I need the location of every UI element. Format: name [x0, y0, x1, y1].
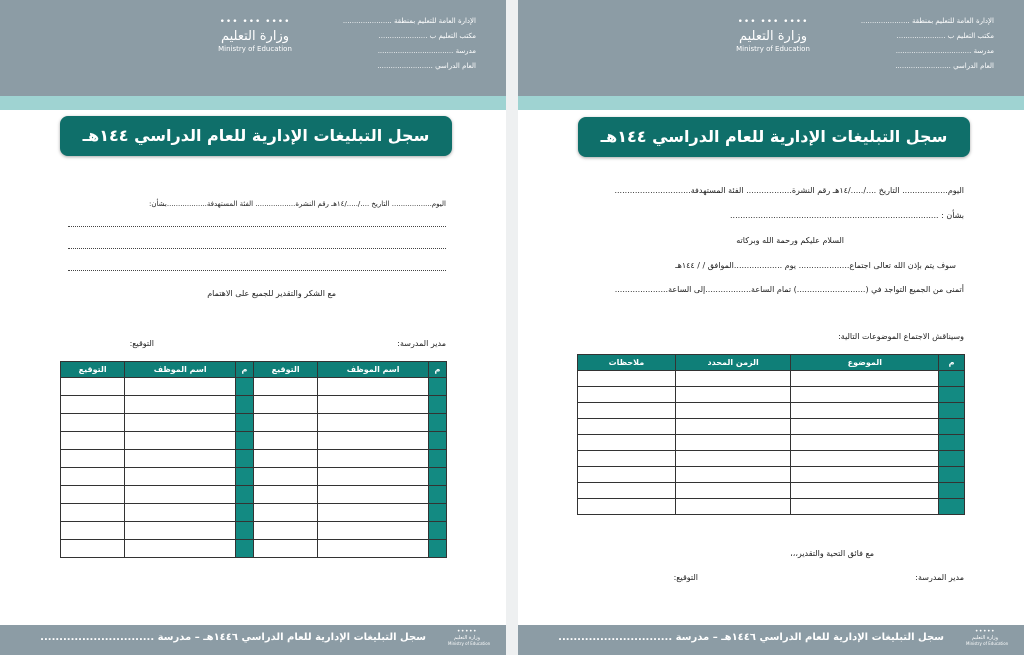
cell-signature[interactable] [254, 414, 318, 432]
table-row [578, 403, 965, 419]
cell-num [235, 378, 253, 396]
header-line-year: العام الدراسي ......................... [377, 62, 476, 70]
table-row [61, 540, 447, 558]
table-row [61, 486, 447, 504]
cell-notes[interactable] [578, 419, 676, 435]
header-line-office: مكتب التعليم ب ...................... [896, 32, 994, 40]
cell-duration[interactable] [675, 371, 791, 387]
cell-notes[interactable] [578, 371, 676, 387]
cell-duration[interactable] [675, 467, 791, 483]
cell-num [428, 396, 446, 414]
cell-num [939, 451, 965, 467]
ministry-logo [718, 18, 828, 76]
page-gap [506, 0, 518, 655]
footer-logo-dots-icon: ••••• [974, 628, 996, 635]
footer-text: سجل التبليغات الإدارية للعام الدراسي ١٤٤٦هـ – مدرسة .............................. [40, 632, 426, 643]
col-num: م [428, 362, 446, 378]
table-row [61, 432, 447, 450]
cell-duration[interactable] [675, 451, 791, 467]
table-row [61, 414, 447, 432]
footer-logo-english: Ministry of Education [448, 641, 491, 646]
cell-notes[interactable] [578, 467, 676, 483]
cell-employee[interactable] [318, 432, 429, 450]
cell-signature[interactable] [254, 504, 318, 522]
page-footer [0, 625, 506, 655]
header-line-office: مكتب التعليم ب ...................... [378, 32, 476, 40]
cell-signature[interactable] [61, 378, 125, 396]
signatures-table [60, 361, 447, 558]
cell-signature[interactable] [61, 504, 125, 522]
table-row [578, 387, 965, 403]
footer-logo [966, 628, 1009, 652]
meeting-line: سوف يتم بإذن الله تعالى اجتماع.................... يوم ...................الموافق / / ١٤٤هـ [675, 261, 956, 270]
cell-topic[interactable] [791, 387, 939, 403]
cell-num [235, 450, 253, 468]
header-line-school: مدرسة .................................. [377, 47, 476, 55]
closing-text: مع الشكر والتقدير للجميع على الاهتمام [207, 289, 336, 298]
cell-employee[interactable] [318, 486, 429, 504]
header-info-lines [316, 14, 476, 74]
principal-label: مدير المدرسة: [397, 339, 446, 348]
info-line: اليوم.................. التاريخ ..../...../١٤هـ رقم النشرة.................. الفئة المستهدفة..................بشأن: [149, 200, 446, 208]
cell-num [939, 483, 965, 499]
cell-signature[interactable] [254, 450, 318, 468]
table-row [578, 451, 965, 467]
cell-num [428, 486, 446, 504]
cell-num [939, 419, 965, 435]
col-notes: ملاحظات [578, 355, 676, 371]
cell-employee[interactable] [125, 396, 236, 414]
cell-notes[interactable] [578, 483, 676, 499]
cell-signature[interactable] [61, 450, 125, 468]
greeting-text: السلام عليكم ورحمة الله وبركاته [736, 236, 844, 245]
cell-signature[interactable] [254, 540, 318, 558]
cell-signature[interactable] [254, 522, 318, 540]
header-line-school: مدرسة .................................. [895, 47, 994, 55]
cell-topic[interactable] [791, 435, 939, 451]
logo-dots-icon: ••• ••• •••• [219, 17, 291, 27]
cell-duration[interactable] [675, 403, 791, 419]
table-row [61, 504, 447, 522]
cell-num [235, 540, 253, 558]
col-num: م [235, 362, 253, 378]
table-row [578, 371, 965, 387]
right-page [518, 0, 1024, 655]
left-page [0, 0, 506, 655]
cell-num [235, 414, 253, 432]
signature-label: التوقيع: [129, 339, 154, 348]
col-duration: الزمن المحدد [675, 355, 791, 371]
logo-arabic-text: وزارة التعليم [220, 29, 290, 44]
cell-num [235, 396, 253, 414]
footer-logo-arabic: وزارة التعليم [453, 635, 481, 641]
header-line-region: الإدارة العامة للتعليم بمنطقة ...................... [342, 17, 476, 25]
cell-num [939, 403, 965, 419]
page-title: سجل التبليغات الإدارية للعام الدراسي ١٤٤هـ [60, 116, 452, 156]
header-accent-strip [0, 96, 506, 110]
cell-num [939, 387, 965, 403]
cell-employee[interactable] [125, 378, 236, 396]
footer-logo-english: Ministry of Education [966, 641, 1009, 646]
cell-employee[interactable] [318, 540, 429, 558]
signature-label: التوقيع: [673, 573, 698, 582]
cell-signature[interactable] [254, 396, 318, 414]
cell-employee[interactable] [318, 504, 429, 522]
cell-num [428, 504, 446, 522]
topics-intro: وسيناقش الاجتماع الموضوعات التالية: [838, 332, 964, 341]
cell-notes[interactable] [578, 435, 676, 451]
table-row [61, 396, 447, 414]
info-line: اليوم.................. التاريخ ..../...../١٤هـ رقم النشرة.................. الفئة المستهدفة.............................. [614, 186, 964, 195]
subject-line: بشأن : .................................................................................. [730, 211, 964, 220]
logo-english-text: Ministry of Education [736, 45, 810, 53]
cell-employee[interactable] [318, 396, 429, 414]
table-row [578, 467, 965, 483]
blank-line [68, 226, 446, 227]
table-row [578, 483, 965, 499]
cell-topic[interactable] [791, 467, 939, 483]
cell-signature[interactable] [61, 432, 125, 450]
cell-num [939, 371, 965, 387]
table-row [61, 450, 447, 468]
col-signature: التوقيع [61, 362, 125, 378]
table-row [61, 522, 447, 540]
page-title: سجل التبليغات الإدارية للعام الدراسي ١٤٤هـ [578, 117, 970, 157]
cell-duration[interactable] [675, 435, 791, 451]
cell-signature[interactable] [61, 414, 125, 432]
cell-num [428, 378, 446, 396]
cell-employee[interactable] [125, 486, 236, 504]
table-row [578, 419, 965, 435]
cell-num [428, 540, 446, 558]
header-info-lines [834, 14, 994, 74]
cell-num [235, 432, 253, 450]
header-line-region: الإدارة العامة للتعليم بمنطقة ...................... [860, 17, 994, 25]
cell-signature[interactable] [61, 486, 125, 504]
logo-arabic-text: وزارة التعليم [738, 29, 808, 44]
col-signature: التوقيع [254, 362, 318, 378]
cell-num [939, 467, 965, 483]
cell-signature[interactable] [254, 468, 318, 486]
col-employee: اسم الموظف [125, 362, 236, 378]
cell-num [939, 499, 965, 515]
cell-num [235, 522, 253, 540]
table-row [578, 435, 965, 451]
cell-topic[interactable] [791, 451, 939, 467]
cell-signature[interactable] [254, 486, 318, 504]
col-employee: اسم الموظف [318, 362, 429, 378]
cell-num [939, 435, 965, 451]
cell-employee[interactable] [318, 450, 429, 468]
cell-topic[interactable] [791, 499, 939, 515]
principal-label: مدير المدرسة: [915, 573, 964, 582]
cell-num [235, 486, 253, 504]
col-topic: الموضوع [791, 355, 939, 371]
cell-num [235, 468, 253, 486]
cell-num [428, 450, 446, 468]
cell-signature[interactable] [61, 522, 125, 540]
cell-notes[interactable] [578, 499, 676, 515]
cell-employee[interactable] [318, 378, 429, 396]
cell-signature[interactable] [254, 432, 318, 450]
cell-notes[interactable] [578, 451, 676, 467]
cell-topic[interactable] [791, 419, 939, 435]
table-header-row [578, 355, 965, 371]
cell-topic[interactable] [791, 403, 939, 419]
logo-english-text: Ministry of Education [218, 45, 292, 53]
cell-topic[interactable] [791, 483, 939, 499]
footer-text: سجل التبليغات الإدارية للعام الدراسي ١٤٤٦هـ – مدرسة .............................. [558, 632, 944, 643]
blank-line [68, 248, 446, 249]
cell-duration[interactable] [675, 483, 791, 499]
attendance-line: أتمنى من الجميع التواجد في (...........................) تمام الساعة..................إلى الساعة..................... [614, 285, 964, 294]
header-accent-strip [518, 96, 1024, 110]
cell-employee[interactable] [125, 522, 236, 540]
cell-signature[interactable] [61, 540, 125, 558]
cell-employee[interactable] [318, 414, 429, 432]
cell-duration[interactable] [675, 499, 791, 515]
cell-duration[interactable] [675, 419, 791, 435]
cell-notes[interactable] [578, 403, 676, 419]
cell-employee[interactable] [125, 432, 236, 450]
logo-dots-icon: ••• ••• •••• [737, 17, 809, 27]
cell-employee[interactable] [125, 414, 236, 432]
cell-signature[interactable] [61, 468, 125, 486]
ministry-logo [200, 18, 310, 76]
table-row [578, 499, 965, 515]
blank-line [68, 270, 446, 271]
page-footer [518, 625, 1024, 655]
closing-text: مع فائق التحية والتقدير،،، [790, 549, 874, 558]
cell-num [235, 504, 253, 522]
cell-employee[interactable] [125, 540, 236, 558]
cell-num [428, 414, 446, 432]
footer-logo-dots-icon: ••••• [456, 628, 478, 635]
cell-duration[interactable] [675, 387, 791, 403]
col-num: م [939, 355, 965, 371]
header-line-year: العام الدراسي ......................... [895, 62, 994, 70]
cell-signature[interactable] [254, 378, 318, 396]
cell-num [428, 468, 446, 486]
footer-logo [448, 628, 491, 652]
cell-signature[interactable] [61, 396, 125, 414]
cell-employee[interactable] [318, 468, 429, 486]
cell-employee[interactable] [125, 450, 236, 468]
cell-num [428, 522, 446, 540]
table-row [61, 378, 447, 396]
cell-topic[interactable] [791, 371, 939, 387]
cell-employee[interactable] [125, 504, 236, 522]
topics-table [577, 354, 965, 515]
cell-employee[interactable] [318, 522, 429, 540]
table-header-row [61, 362, 447, 378]
table-row [61, 468, 447, 486]
cell-notes[interactable] [578, 387, 676, 403]
cell-employee[interactable] [125, 468, 236, 486]
cell-num [428, 432, 446, 450]
footer-logo-arabic: وزارة التعليم [971, 635, 999, 641]
